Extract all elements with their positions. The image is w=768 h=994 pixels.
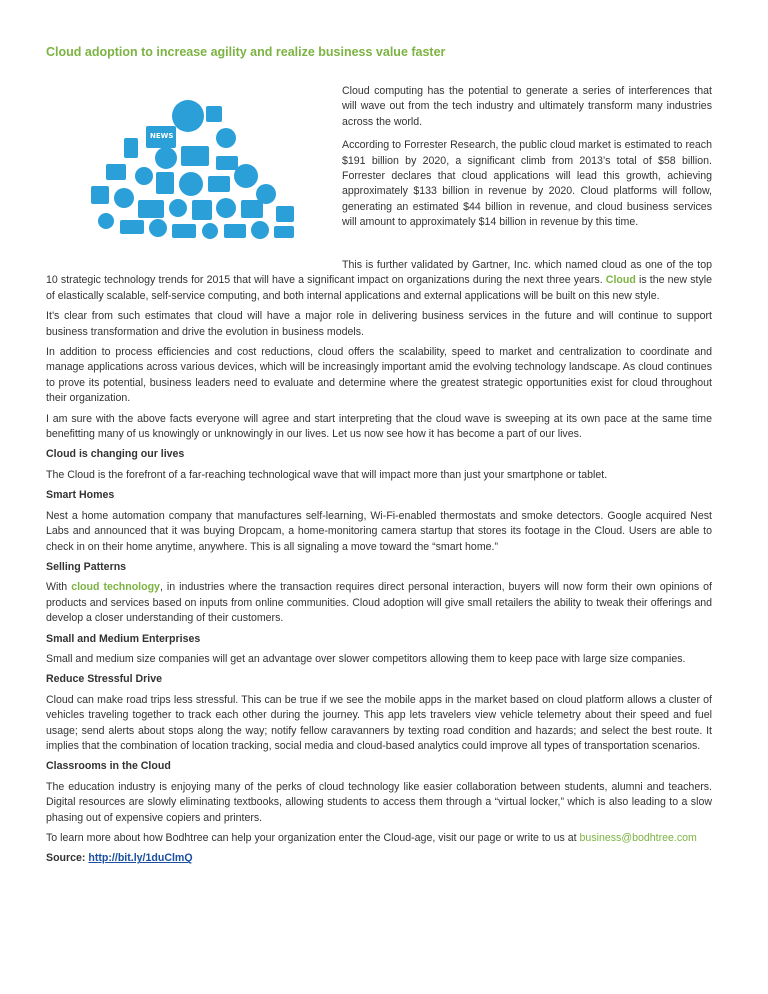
section-heading-selling: Selling Patterns bbox=[46, 560, 127, 573]
section-heading-smart-homes: Smart Homes bbox=[46, 489, 115, 502]
printer-icon bbox=[172, 224, 196, 238]
section-body-changing: The Cloud is the forefront of a far-reaching technological wave that will impact more than just your smartphone or tablet. bbox=[46, 468, 608, 481]
laptop-icon bbox=[181, 146, 209, 166]
source-link[interactable]: http://bit.ly/1duClmQ bbox=[88, 852, 193, 865]
television-icon bbox=[138, 200, 164, 218]
cta-text: To learn more about how Bodhtree can help your organization enter the Cloud-age, visit our page or write to us at bbox=[46, 832, 580, 844]
folder-icon bbox=[276, 206, 294, 222]
lock-icon bbox=[202, 223, 218, 239]
estimates-paragraph: It’s clear from such estimates that cloud will have a major role in delivering business services in the future and will continue to support business transformation and drive the evolution in business models. bbox=[46, 310, 712, 338]
phone-icon bbox=[124, 138, 138, 158]
cloud-keyword-link[interactable]: Cloud bbox=[605, 274, 636, 287]
heart-icon bbox=[216, 128, 236, 148]
gartner-text-rest: is the new style of elastically scalable, self-service computing, and both internal applications and external applications will be built on this new style. bbox=[46, 274, 712, 302]
globe-icon bbox=[172, 100, 204, 132]
share-icon bbox=[251, 221, 269, 239]
keyboard-icon bbox=[192, 200, 212, 220]
monitor-icon bbox=[206, 106, 222, 122]
efficiencies-paragraph: In addition to process efficiencies and cost reductions, cloud offers the scalability, speed to market and centralization to coordinate and manage applications across various devices, which will be increasingly important amid the evolving technology landscape. As cloud continues to prove its potential, business leaders need to evaluate and determine where the greatest strategic opportunities exist for cloud throughout their organization. bbox=[46, 346, 712, 405]
intro-paragraph-1: Cloud computing has the potential to generate a series of interferences that will wave out from the tech industry and ultimately transform many industries across the world. bbox=[342, 85, 712, 128]
selling-text: With bbox=[46, 581, 72, 594]
music-icon bbox=[216, 198, 236, 218]
cta-paragraph bbox=[46, 831, 712, 846]
battery-icon bbox=[274, 226, 294, 238]
article-title: Cloud adoption to increase agility and realize business value faster bbox=[46, 45, 446, 59]
settings-icon bbox=[179, 172, 203, 196]
gartner-text: This is further validated by Gartner, Inc. which named cloud as one of the top 10 strategic technology trends for 2015 that will have a significant impact on organizations during the next three years. bbox=[46, 259, 712, 287]
section-heading-classrooms: Classrooms in the Cloud bbox=[46, 760, 171, 773]
gartner-paragraph bbox=[46, 258, 712, 304]
section-heading-sme: Small and Medium Enterprises bbox=[46, 632, 201, 645]
document-icon bbox=[156, 172, 174, 194]
intro-column bbox=[342, 84, 712, 239]
section-heading-changing: Cloud is changing our lives bbox=[46, 448, 185, 461]
cloud-technology-link[interactable]: cloud technology bbox=[71, 581, 160, 594]
calendar-icon bbox=[91, 186, 109, 204]
cloud-icons-illustration bbox=[46, 76, 330, 256]
article-body bbox=[46, 258, 712, 872]
section-body-selling bbox=[46, 580, 712, 626]
news-icon-label: NEWS bbox=[150, 132, 174, 140]
section-heading-drive: Reduce Stressful Drive bbox=[46, 673, 162, 686]
video-icon bbox=[208, 176, 230, 192]
search-icon bbox=[114, 188, 134, 208]
selling-text-rest: , in industries where the transaction requires direct personal interaction, buyers will now form their own opinions of products and services based on inputs from online communities. Cloud adoption will give small retailers the ability to tweak their offerings and develop a closer understanding of their customers. bbox=[46, 581, 713, 625]
source-label: Source: bbox=[46, 852, 86, 865]
cloud-wave-paragraph: I am sure with the above facts everyone will agree and start interpreting that the cloud wave is sweeping at its own pace at the same time benefitting many of us knowingly or unknowingly in our lives. Let us now see how it has become a part of our lives. bbox=[46, 412, 712, 441]
lightbulb-icon bbox=[98, 213, 114, 229]
shopping-cart-icon bbox=[241, 200, 263, 218]
section-body-sme: Small and medium size companies will get an advantage over slower competitors allowing them to keep pace with large size companies. bbox=[46, 652, 686, 665]
chat-icon bbox=[234, 164, 258, 188]
car-icon bbox=[224, 224, 246, 238]
source-line bbox=[46, 851, 712, 866]
clock-icon bbox=[149, 219, 167, 237]
email-link[interactable]: business@bodhtree.com bbox=[579, 832, 697, 844]
camera-icon bbox=[106, 164, 126, 180]
mail-icon bbox=[216, 156, 238, 170]
tablet-icon bbox=[120, 220, 144, 234]
section-body-classrooms: The education industry is enjoying many of the perks of cloud technology like easier collaboration between students, alumni and teachers. Digital resources are slowly eliminating textbooks, allowing students to access them through a “virtual locker,” which is also leading to a slow phasing out of expensive copiers and printers. bbox=[46, 780, 712, 824]
cloud-sync-icon bbox=[169, 199, 187, 217]
wifi-icon bbox=[155, 147, 177, 169]
user-icon bbox=[135, 167, 153, 185]
section-body-smart-homes: Nest a home automation company that manufactures self-learning, Wi-Fi-enabled thermostats and smoke detectors. Google acquired Nest Labs and announced that it was buying Dropcam, a home-monitoring camera startup that stores its footage in the Cloud. Users are able to check in on their home anytime, anywhere. This is all signaling a move toward the “smart home.” bbox=[46, 509, 712, 553]
intro-paragraph-forrester: According to Forrester Research, the public cloud market is estimated to reach $191 billion by 2020, a significant climb from 2013’s total of $58 billion. Forrester declares that cloud applications will lead this growth, achieving approximately $133 billion in revenue by 2020. Cloud platforms will follow, generating an estimated $44 billion in revenue, and cloud business services will amount to approximately $14 billion in revenue by this time. bbox=[342, 139, 712, 229]
section-body-drive: Cloud can make road trips less stressful. This can be true if we see the mobile apps in the market based on cloud platform allows a cluster of vehicles traveling together to track each other during the journey. This app lets travelers view vehicle telemetry about their speed and fuel usage; send alerts about stops along the way; notify fellow caravanners by texting road condition and hazards; and select the best route. It implies that the combination of location tracking, social media and cloud-based analytics could improve all types of transportation scenarios. bbox=[46, 693, 712, 752]
